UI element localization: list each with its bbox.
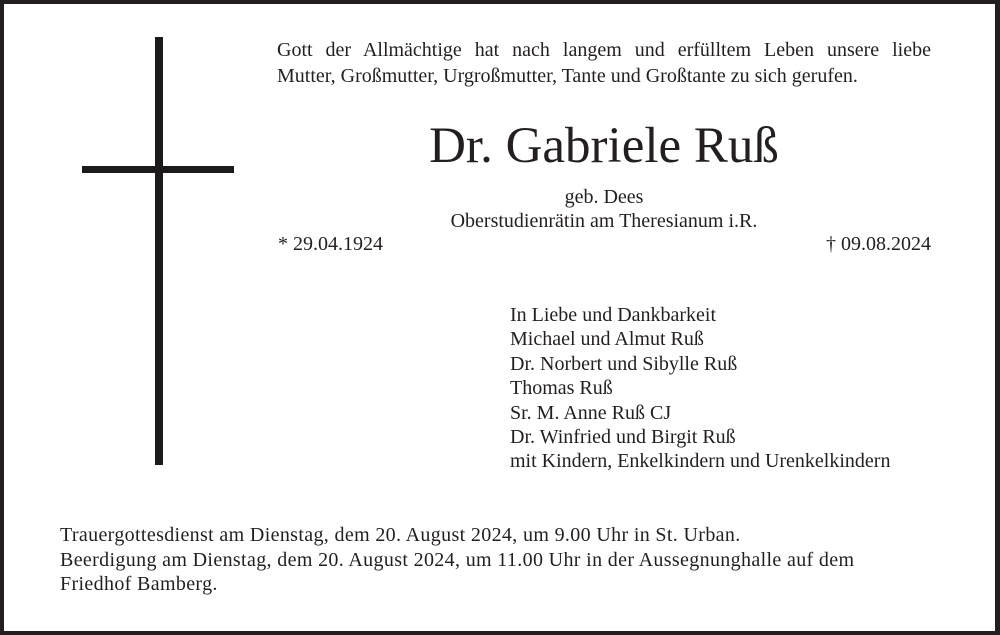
death-date: † 09.08.2024 bbox=[826, 233, 931, 255]
mourner-line: mit Kindern, Enkelkindern und Urenkelkindern bbox=[510, 450, 891, 473]
service-line: Friedhof Bamberg. bbox=[60, 573, 218, 595]
mourners-list bbox=[510, 303, 890, 474]
professional-title: Oberstudienrätin am Theresianum i.R. bbox=[450, 210, 758, 232]
service-line: Beerdigung am Dienstag, dem 20. August 2024, um 11.00 Uhr in der Aussegnunghalle auf dem bbox=[60, 548, 855, 571]
mourner-line: Dr. Winfried und Birgit Ruß bbox=[510, 426, 736, 449]
maiden-name: geb. Dees bbox=[564, 186, 644, 208]
intro-line: Gott der Allmächtige hat nach langem und erfülltem Leben unsere liebe bbox=[277, 39, 931, 61]
cross-vertical-bar bbox=[155, 37, 163, 465]
intro-text bbox=[277, 37, 931, 89]
mourner-line: Thomas Ruß bbox=[510, 377, 613, 400]
mourner-line: Sr. M. Anne Ruß CJ bbox=[510, 401, 672, 424]
service-details bbox=[60, 523, 854, 597]
service-line: Trauergottesdienst am Dienstag, dem 20. August 2024, um 9.00 Uhr in St. Urban. bbox=[60, 524, 741, 546]
mourner-line: Dr. Norbert und Sibylle Ruß bbox=[510, 352, 738, 375]
birth-date: * 29.04.1924 bbox=[278, 233, 383, 255]
deceased-name: Dr. Gabriele Ruß bbox=[429, 118, 779, 174]
intro-line: Mutter, Großmutter, Urgroßmutter, Tante und Großtante zu sich gerufen. bbox=[277, 65, 858, 87]
mourner-line: In Liebe und Dankbarkeit bbox=[510, 304, 717, 326]
mourner-line: Michael und Almut Ruß bbox=[510, 328, 704, 351]
cross-horizontal-bar bbox=[82, 166, 234, 173]
obituary-notice bbox=[4, 4, 995, 631]
